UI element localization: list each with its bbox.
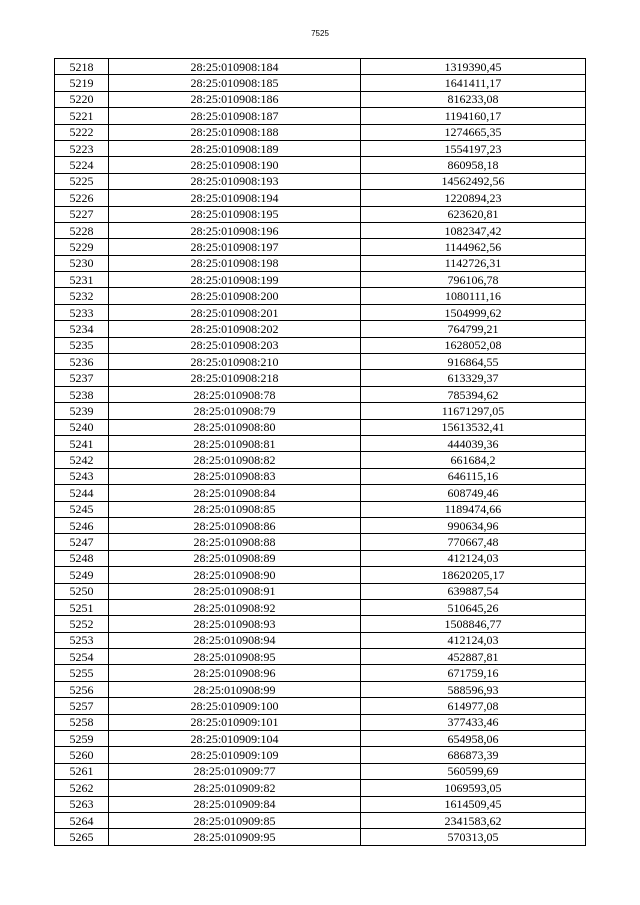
cadastral-value-cell: 816233,08 <box>361 91 586 107</box>
table-row <box>55 649 586 665</box>
cadastral-number-cell: 28:25:010908:190 <box>109 157 361 173</box>
cadastral-value-cell: 1319390,45 <box>361 59 586 75</box>
cadastral-value-cell: 412124,03 <box>361 550 586 566</box>
cadastral-number-cell: 28:25:010908:82 <box>109 452 361 468</box>
cadastral-value-cell: 1194160,17 <box>361 108 586 124</box>
cadastral-number-cell: 28:25:010908:189 <box>109 140 361 156</box>
table-row <box>55 272 586 288</box>
cadastral-value-cell: 1069593,05 <box>361 780 586 796</box>
row-number-cell: 5265 <box>55 829 109 845</box>
table-row <box>55 173 586 189</box>
cadastral-number-cell: 28:25:010908:92 <box>109 599 361 615</box>
cadastral-value-cell: 1220894,23 <box>361 190 586 206</box>
table-row <box>55 452 586 468</box>
cadastral-value-cell: 639887,54 <box>361 583 586 599</box>
cadastral-number-cell: 28:25:010908:86 <box>109 517 361 533</box>
cadastral-number-cell: 28:25:010908:83 <box>109 468 361 484</box>
table-row <box>55 140 586 156</box>
table-row <box>55 435 586 451</box>
cadastral-value-cell: 1189474,66 <box>361 501 586 517</box>
row-number-cell: 5239 <box>55 403 109 419</box>
table-row <box>55 812 586 828</box>
table-row <box>55 288 586 304</box>
row-number-cell: 5223 <box>55 140 109 156</box>
row-number-cell: 5224 <box>55 157 109 173</box>
row-number-cell: 5258 <box>55 714 109 730</box>
table-row <box>55 59 586 75</box>
row-number-cell: 5240 <box>55 419 109 435</box>
row-number-cell: 5246 <box>55 517 109 533</box>
table-row <box>55 91 586 107</box>
table-row <box>55 796 586 812</box>
table-row <box>55 501 586 517</box>
cadastral-value-cell: 671759,16 <box>361 665 586 681</box>
cadastral-number-cell: 28:25:010909:109 <box>109 747 361 763</box>
cadastral-value-cell: 686873,39 <box>361 747 586 763</box>
row-number-cell: 5229 <box>55 239 109 255</box>
table-row <box>55 337 586 353</box>
cadastral-number-cell: 28:25:010908:80 <box>109 419 361 435</box>
cadastral-value-cell: 412124,03 <box>361 632 586 648</box>
cadastral-number-cell: 28:25:010909:100 <box>109 698 361 714</box>
table-row <box>55 698 586 714</box>
cadastral-number-cell: 28:25:010908:199 <box>109 272 361 288</box>
cadastral-number-cell: 28:25:010909:95 <box>109 829 361 845</box>
table-row <box>55 534 586 550</box>
table-row <box>55 370 586 386</box>
table-row <box>55 321 586 337</box>
cadastral-number-cell: 28:25:010908:198 <box>109 255 361 271</box>
table-row <box>55 731 586 747</box>
cadastral-value-cell: 614977,08 <box>361 698 586 714</box>
row-number-cell: 5230 <box>55 255 109 271</box>
row-number-cell: 5233 <box>55 304 109 320</box>
cadastral-value-cell: 15613532,41 <box>361 419 586 435</box>
table-row <box>55 599 586 615</box>
cadastral-number-cell: 28:25:010909:77 <box>109 763 361 779</box>
row-number-cell: 5262 <box>55 780 109 796</box>
cadastral-number-cell: 28:25:010908:89 <box>109 550 361 566</box>
row-number-cell: 5228 <box>55 222 109 238</box>
cadastral-value-cell: 1554197,23 <box>361 140 586 156</box>
cadastral-value-cell: 623620,81 <box>361 206 586 222</box>
cadastral-value-cell: 654958,06 <box>361 731 586 747</box>
table-row <box>55 780 586 796</box>
row-number-cell: 5253 <box>55 632 109 648</box>
table-row <box>55 75 586 91</box>
cadastral-number-cell: 28:25:010908:84 <box>109 485 361 501</box>
row-number-cell: 5227 <box>55 206 109 222</box>
cadastral-value-cell: 452887,81 <box>361 649 586 665</box>
cadastral-number-cell: 28:25:010908:81 <box>109 435 361 451</box>
cadastral-number-cell: 28:25:010908:79 <box>109 403 361 419</box>
row-number-cell: 5241 <box>55 435 109 451</box>
cadastral-value-table <box>54 58 586 846</box>
row-number-cell: 5247 <box>55 534 109 550</box>
table-row <box>55 763 586 779</box>
cadastral-number-cell: 28:25:010908:201 <box>109 304 361 320</box>
row-number-cell: 5225 <box>55 173 109 189</box>
cadastral-number-cell: 28:25:010908:94 <box>109 632 361 648</box>
cadastral-value-cell: 764799,21 <box>361 321 586 337</box>
row-number-cell: 5252 <box>55 616 109 632</box>
cadastral-value-cell: 2341583,62 <box>361 812 586 828</box>
cadastral-number-cell: 28:25:010909:84 <box>109 796 361 812</box>
table-row <box>55 239 586 255</box>
table-row <box>55 583 586 599</box>
row-number-cell: 5251 <box>55 599 109 615</box>
cadastral-number-cell: 28:25:010908:184 <box>109 59 361 75</box>
cadastral-value-cell: 860958,18 <box>361 157 586 173</box>
cadastral-number-cell: 28:25:010908:210 <box>109 354 361 370</box>
cadastral-number-cell: 28:25:010908:203 <box>109 337 361 353</box>
cadastral-value-cell: 990634,96 <box>361 517 586 533</box>
cadastral-number-cell: 28:25:010908:193 <box>109 173 361 189</box>
table-row <box>55 190 586 206</box>
table-row <box>55 485 586 501</box>
cadastral-value-cell: 18620205,17 <box>361 567 586 583</box>
table-row <box>55 616 586 632</box>
cadastral-value-cell: 1504999,62 <box>361 304 586 320</box>
cadastral-number-cell: 28:25:010908:196 <box>109 222 361 238</box>
cadastral-value-cell: 14562492,56 <box>361 173 586 189</box>
row-number-cell: 5220 <box>55 91 109 107</box>
row-number-cell: 5234 <box>55 321 109 337</box>
cadastral-value-cell: 661684,2 <box>361 452 586 468</box>
cadastral-value-cell: 560599,69 <box>361 763 586 779</box>
cadastral-number-cell: 28:25:010908:200 <box>109 288 361 304</box>
cadastral-value-cell: 646115,16 <box>361 468 586 484</box>
table-row <box>55 632 586 648</box>
row-number-cell: 5244 <box>55 485 109 501</box>
table-row <box>55 403 586 419</box>
cadastral-value-cell: 11671297,05 <box>361 403 586 419</box>
row-number-cell: 5248 <box>55 550 109 566</box>
row-number-cell: 5226 <box>55 190 109 206</box>
cadastral-value-cell: 444039,36 <box>361 435 586 451</box>
cadastral-value-cell: 785394,62 <box>361 386 586 402</box>
row-number-cell: 5260 <box>55 747 109 763</box>
cadastral-number-cell: 28:25:010908:185 <box>109 75 361 91</box>
cadastral-value-cell: 510645,26 <box>361 599 586 615</box>
cadastral-number-cell: 28:25:010909:104 <box>109 731 361 747</box>
table-row <box>55 222 586 238</box>
cadastral-value-cell: 1142726,31 <box>361 255 586 271</box>
table-row <box>55 206 586 222</box>
row-number-cell: 5256 <box>55 681 109 697</box>
cadastral-value-cell: 796106,78 <box>361 272 586 288</box>
table-row <box>55 304 586 320</box>
cadastral-number-cell: 28:25:010908:85 <box>109 501 361 517</box>
cadastral-number-cell: 28:25:010908:195 <box>109 206 361 222</box>
cadastral-number-cell: 28:25:010908:90 <box>109 567 361 583</box>
cadastral-value-cell: 1082347,42 <box>361 222 586 238</box>
table-row <box>55 517 586 533</box>
row-number-cell: 5242 <box>55 452 109 468</box>
row-number-cell: 5245 <box>55 501 109 517</box>
cadastral-number-cell: 28:25:010908:78 <box>109 386 361 402</box>
row-number-cell: 5237 <box>55 370 109 386</box>
row-number-cell: 5238 <box>55 386 109 402</box>
table-row <box>55 386 586 402</box>
table-row <box>55 665 586 681</box>
row-number-cell: 5263 <box>55 796 109 812</box>
table-row <box>55 567 586 583</box>
cadastral-number-cell: 28:25:010909:85 <box>109 812 361 828</box>
cadastral-number-cell: 28:25:010908:96 <box>109 665 361 681</box>
table-row <box>55 714 586 730</box>
cadastral-number-cell: 28:25:010908:197 <box>109 239 361 255</box>
cadastral-value-cell: 1614509,45 <box>361 796 586 812</box>
table-row <box>55 550 586 566</box>
row-number-cell: 5254 <box>55 649 109 665</box>
row-number-cell: 5235 <box>55 337 109 353</box>
cadastral-value-cell: 770667,48 <box>361 534 586 550</box>
cadastral-value-cell: 377433,46 <box>361 714 586 730</box>
cadastral-value-cell: 1080111,16 <box>361 288 586 304</box>
row-number-cell: 5219 <box>55 75 109 91</box>
cadastral-value-cell: 1508846,77 <box>361 616 586 632</box>
cadastral-value-cell: 588596,93 <box>361 681 586 697</box>
cadastral-number-cell: 28:25:010908:95 <box>109 649 361 665</box>
table-row <box>55 124 586 140</box>
table-row <box>55 108 586 124</box>
table-row <box>55 747 586 763</box>
cadastral-number-cell: 28:25:010908:187 <box>109 108 361 124</box>
row-number-cell: 5257 <box>55 698 109 714</box>
row-number-cell: 5250 <box>55 583 109 599</box>
cadastral-number-cell: 28:25:010908:186 <box>109 91 361 107</box>
row-number-cell: 5261 <box>55 763 109 779</box>
row-number-cell: 5218 <box>55 59 109 75</box>
cadastral-number-cell: 28:25:010908:202 <box>109 321 361 337</box>
table-row <box>55 468 586 484</box>
row-number-cell: 5249 <box>55 567 109 583</box>
cadastral-number-cell: 28:25:010909:82 <box>109 780 361 796</box>
row-number-cell: 5232 <box>55 288 109 304</box>
cadastral-value-cell: 1641411,17 <box>361 75 586 91</box>
cadastral-number-cell: 28:25:010908:91 <box>109 583 361 599</box>
row-number-cell: 5255 <box>55 665 109 681</box>
table-row <box>55 255 586 271</box>
table-body <box>55 59 586 846</box>
cadastral-number-cell: 28:25:010908:99 <box>109 681 361 697</box>
row-number-cell: 5221 <box>55 108 109 124</box>
cadastral-value-cell: 570313,05 <box>361 829 586 845</box>
cadastral-value-cell: 1144962,56 <box>361 239 586 255</box>
cadastral-number-cell: 28:25:010908:93 <box>109 616 361 632</box>
table-row <box>55 419 586 435</box>
row-number-cell: 5222 <box>55 124 109 140</box>
cadastral-value-cell: 1274665,35 <box>361 124 586 140</box>
cadastral-number-cell: 28:25:010909:101 <box>109 714 361 730</box>
row-number-cell: 5259 <box>55 731 109 747</box>
row-number-cell: 5243 <box>55 468 109 484</box>
cadastral-number-cell: 28:25:010908:194 <box>109 190 361 206</box>
cadastral-value-cell: 916864,55 <box>361 354 586 370</box>
page-number: 7525 <box>311 29 329 38</box>
cadastral-value-cell: 1628052,08 <box>361 337 586 353</box>
row-number-cell: 5236 <box>55 354 109 370</box>
row-number-cell: 5264 <box>55 812 109 828</box>
row-number-cell: 5231 <box>55 272 109 288</box>
table-row <box>55 354 586 370</box>
cadastral-value-cell: 608749,46 <box>361 485 586 501</box>
table-row <box>55 681 586 697</box>
cadastral-number-cell: 28:25:010908:218 <box>109 370 361 386</box>
table-row <box>55 157 586 173</box>
table-row <box>55 829 586 845</box>
cadastral-value-cell: 613329,37 <box>361 370 586 386</box>
cadastral-number-cell: 28:25:010908:88 <box>109 534 361 550</box>
cadastral-number-cell: 28:25:010908:188 <box>109 124 361 140</box>
